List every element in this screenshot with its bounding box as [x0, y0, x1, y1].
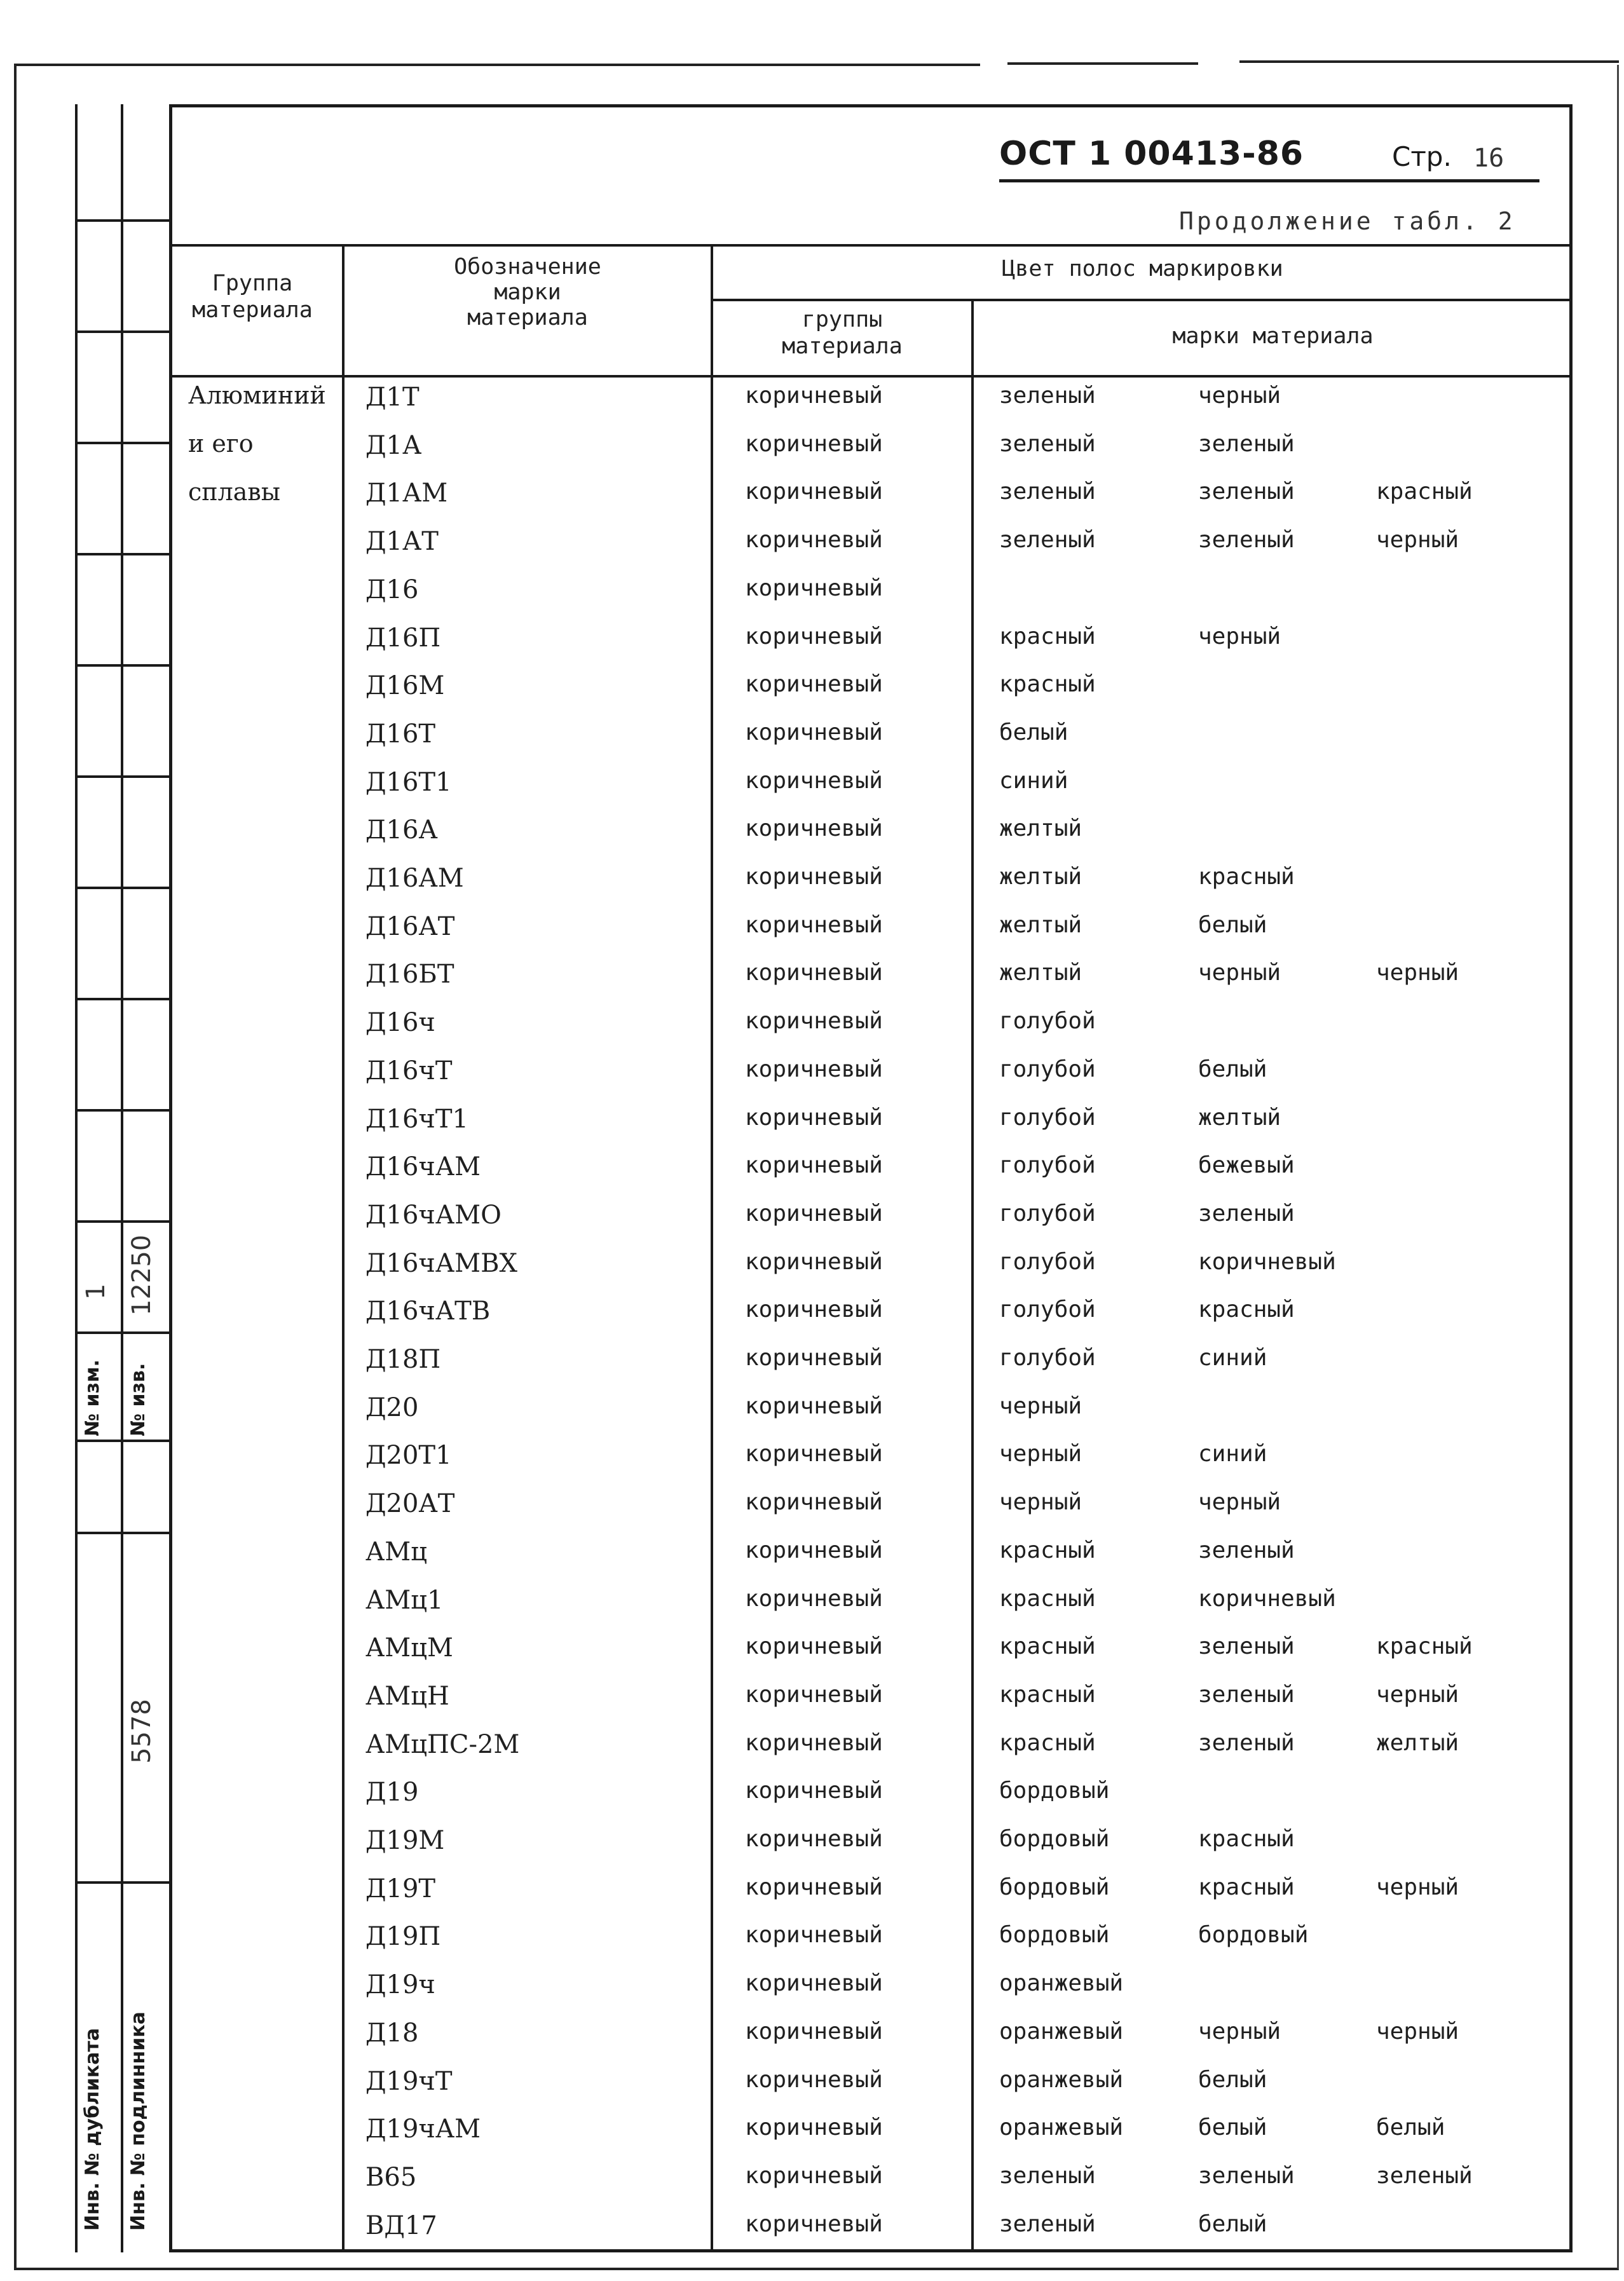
- stripe-color-1-cell: черный: [999, 1441, 1082, 1467]
- group-color-cell: коричневый: [745, 2211, 883, 2237]
- grade-cell: Д18: [365, 2019, 419, 2048]
- grade-cell: Д16: [365, 575, 419, 604]
- group-color-cell: коричневый: [745, 1874, 883, 1900]
- grade-cell: Д16чТ: [365, 1056, 453, 1086]
- grade-cell: Д16чАМО: [365, 1201, 502, 1230]
- stripe-color-2-cell: зеленый: [1198, 1730, 1295, 1756]
- stripe-color-3-cell: красный: [1376, 1633, 1473, 1659]
- grade-cell: Д19чАМ: [365, 2114, 481, 2144]
- stripe-color-2-cell: черный: [1198, 623, 1281, 650]
- grade-cell: Д16А: [365, 815, 438, 845]
- group-color-cell: коричневый: [745, 912, 883, 938]
- group-color-cell: коричневый: [745, 719, 883, 746]
- stripe-color-1-cell: красный: [999, 1730, 1096, 1756]
- stripe-color-2-cell: зеленый: [1198, 431, 1295, 457]
- stripe-color-1-cell: оранжевый: [999, 1970, 1124, 1996]
- grade-cell: Д16П: [365, 623, 441, 653]
- stripe-color-1-cell: оранжевый: [999, 2067, 1124, 2093]
- group-color-cell: коричневый: [745, 1633, 883, 1659]
- stripe-color-2-cell: желтый: [1198, 1105, 1281, 1131]
- group-color-cell: коричневый: [745, 1249, 883, 1275]
- grade-cell: Д19ч: [365, 1970, 435, 1999]
- material-group-line: и его: [188, 430, 254, 458]
- stripe-color-1-cell: зеленый: [999, 479, 1096, 505]
- grade-cell: Д20АТ: [365, 1489, 455, 1518]
- stripe-color-1-cell: голубой: [999, 1152, 1096, 1178]
- group-color-cell: коричневый: [745, 960, 883, 986]
- stripe-color-1-cell: голубой: [999, 1056, 1096, 1082]
- grade-cell: Д20Т1: [365, 1441, 452, 1470]
- group-color-cell: коричневый: [745, 1778, 883, 1804]
- group-color-cell: коричневый: [745, 479, 883, 505]
- stripe-color-2-cell: красный: [1198, 864, 1295, 890]
- stripe-color-1-cell: бордовый: [999, 1874, 1110, 1900]
- document-code: ОСТ 1 00413-86: [999, 135, 1304, 173]
- header-grade-designation: Обозначение марки материала: [454, 254, 601, 330]
- stripe-color-1-cell: голубой: [999, 1249, 1096, 1275]
- material-group-line: сплавы: [188, 478, 281, 506]
- stripe-color-1-cell: черный: [999, 1489, 1082, 1515]
- stripe-color-2-cell: коричневый: [1198, 1249, 1336, 1275]
- group-color-cell: коричневый: [745, 768, 883, 794]
- stripe-color-1-cell: бордовый: [999, 1826, 1110, 1852]
- stripe-color-2-cell: зеленый: [1198, 1201, 1295, 1227]
- grade-cell: Д16АМ: [365, 864, 464, 893]
- stripe-color-1-cell: голубой: [999, 1008, 1096, 1034]
- podl-label: Инв. № подлинника: [127, 2012, 149, 2231]
- stripe-color-1-cell: зеленый: [999, 527, 1096, 553]
- grade-cell: АМцМ: [365, 1633, 453, 1663]
- podl-value: 5578: [127, 1699, 156, 1764]
- grade-cell: Д16М: [365, 671, 445, 700]
- stripe-color-1-cell: красный: [999, 671, 1096, 697]
- stripe-color-1-cell: красный: [999, 1537, 1096, 1563]
- group-color-cell: коричневый: [745, 1537, 883, 1563]
- grade-cell: Д16БТ: [365, 960, 454, 989]
- grade-cell: Д16чАМВХ: [365, 1249, 517, 1278]
- grade-cell: Д1АМ: [365, 479, 448, 508]
- stripe-color-1-cell: красный: [999, 623, 1096, 650]
- table-continuation-label: Продолжение табл. 2: [1179, 207, 1516, 235]
- sheet-top-rule: [1239, 60, 1619, 63]
- group-color-cell: коричневый: [745, 1922, 883, 1948]
- stripe-color-3-cell: зеленый: [1376, 2163, 1473, 2189]
- grade-cell: Д19: [365, 1778, 419, 1807]
- stripe-color-3-cell: черный: [1376, 960, 1459, 986]
- stripe-color-1-cell: синий: [999, 768, 1068, 794]
- group-color-cell: коричневый: [745, 1586, 883, 1612]
- group-color-cell: коричневый: [745, 623, 883, 650]
- group-color-cell: коричневый: [745, 1056, 883, 1082]
- grade-cell: Д1Т: [365, 383, 420, 412]
- stripe-color-2-cell: белый: [1198, 912, 1267, 938]
- stripe-color-1-cell: желтый: [999, 960, 1082, 986]
- stripe-color-2-cell: белый: [1198, 2067, 1267, 2093]
- stripe-color-1-cell: зеленый: [999, 2211, 1096, 2237]
- group-color-cell: коричневый: [745, 1201, 883, 1227]
- grade-cell: В65: [365, 2163, 417, 2192]
- stripe-color-2-cell: коричневый: [1198, 1586, 1336, 1612]
- stripe-color-1-cell: бордовый: [999, 1778, 1110, 1804]
- grade-cell: Д16АТ: [365, 912, 455, 941]
- stripe-color-1-cell: голубой: [999, 1105, 1096, 1131]
- group-color-cell: коричневый: [745, 1730, 883, 1756]
- stripe-color-2-cell: черный: [1198, 383, 1281, 409]
- grade-cell: Д16Т: [365, 719, 436, 749]
- stripe-color-2-cell: белый: [1198, 1056, 1267, 1082]
- sheet-top-rule: [1007, 62, 1198, 65]
- stripe-color-2-cell: зеленый: [1198, 1682, 1295, 1708]
- group-color-cell: коричневый: [745, 1105, 883, 1131]
- stripe-color-3-cell: черный: [1376, 1874, 1459, 1900]
- group-color-cell: коричневый: [745, 1393, 883, 1419]
- stripe-color-2-cell: красный: [1198, 1826, 1295, 1852]
- group-color-cell: коричневый: [745, 575, 883, 601]
- grade-cell: Д20: [365, 1393, 419, 1422]
- stripe-color-3-cell: желтый: [1376, 1730, 1459, 1756]
- stripe-color-1-cell: зеленый: [999, 431, 1096, 457]
- group-color-cell: коричневый: [745, 2067, 883, 2093]
- stripe-color-2-cell: черный: [1198, 2019, 1281, 2045]
- grade-cell: АМц1: [365, 1586, 444, 1615]
- stripe-color-1-cell: желтый: [999, 864, 1082, 890]
- stripe-color-2-cell: черный: [1198, 1489, 1281, 1515]
- stripe-color-1-cell: красный: [999, 1682, 1096, 1708]
- grade-cell: Д16чАМ: [365, 1152, 481, 1181]
- stripe-color-1-cell: желтый: [999, 912, 1082, 938]
- stripe-color-2-cell: бордовый: [1198, 1922, 1309, 1948]
- header-stripe-grade: марки материала: [1172, 323, 1374, 349]
- stripe-color-2-cell: красный: [1198, 1297, 1295, 1323]
- grade-cell: ВД17: [365, 2211, 437, 2240]
- stripe-color-2-cell: синий: [1198, 1345, 1267, 1371]
- grade-cell: Д16Т1: [365, 768, 452, 797]
- stripe-color-1-cell: красный: [999, 1633, 1096, 1659]
- izv-value: 12250: [127, 1234, 156, 1316]
- stripe-color-2-cell: зеленый: [1198, 2163, 1295, 2189]
- stripe-color-1-cell: зеленый: [999, 383, 1096, 409]
- grade-cell: Д16ч: [365, 1008, 435, 1037]
- grade-cell: Д1АТ: [365, 527, 439, 556]
- stripe-color-2-cell: черный: [1198, 960, 1281, 986]
- stripe-color-3-cell: черный: [1376, 1682, 1459, 1708]
- stripe-color-2-cell: зеленый: [1198, 1537, 1295, 1563]
- stripe-color-1-cell: зеленый: [999, 2163, 1096, 2189]
- stripe-color-1-cell: черный: [999, 1393, 1082, 1419]
- stripe-color-2-cell: зеленый: [1198, 527, 1295, 553]
- header-stripe-color: Цвет полос маркировки: [1002, 256, 1283, 282]
- document-code-underline: [999, 179, 1539, 182]
- stripe-color-2-cell: синий: [1198, 1441, 1267, 1467]
- group-color-cell: коричневый: [745, 2019, 883, 2045]
- grade-cell: АМцН: [365, 1682, 449, 1711]
- stripe-color-3-cell: красный: [1376, 479, 1473, 505]
- stripe-color-1-cell: белый: [999, 719, 1068, 746]
- group-color-cell: коричневый: [745, 1345, 883, 1371]
- grade-cell: АМцПС-2М: [365, 1730, 520, 1759]
- group-color-cell: коричневый: [745, 1441, 883, 1467]
- header-stripe-group: группы материала: [782, 307, 903, 359]
- sheet-top-rule: [14, 64, 980, 66]
- group-color-cell: коричневый: [745, 1008, 883, 1034]
- stripe-color-3-cell: белый: [1376, 2114, 1445, 2141]
- page-number: 16: [1473, 144, 1505, 173]
- group-color-cell: коричневый: [745, 1682, 883, 1708]
- stripe-color-3-cell: черный: [1376, 527, 1459, 553]
- group-color-cell: коричневый: [745, 431, 883, 457]
- stripe-color-2-cell: зеленый: [1198, 1633, 1295, 1659]
- grade-cell: Д16чТ1: [365, 1105, 468, 1134]
- grade-cell: Д16чАТВ: [365, 1297, 491, 1326]
- grade-cell: Д19М: [365, 1826, 445, 1855]
- stripe-color-2-cell: красный: [1198, 1874, 1295, 1900]
- stripe-color-1-cell: красный: [999, 1586, 1096, 1612]
- stripe-color-2-cell: бежевый: [1198, 1152, 1295, 1178]
- grade-cell: Д19Т: [365, 1874, 436, 1903]
- stripe-color-1-cell: оранжевый: [999, 2019, 1124, 2045]
- stripe-color-1-cell: голубой: [999, 1201, 1096, 1227]
- group-color-cell: коричневый: [745, 527, 883, 553]
- grade-cell: АМц: [365, 1537, 427, 1567]
- stripe-color-2-cell: белый: [1198, 2211, 1267, 2237]
- grade-cell: Д19чТ: [365, 2067, 453, 2096]
- material-group-line: Алюминий: [188, 381, 326, 409]
- izv-label: № изв.: [127, 1363, 149, 1436]
- group-color-cell: коричневый: [745, 2114, 883, 2141]
- group-color-cell: коричневый: [745, 1970, 883, 1996]
- stripe-color-2-cell: белый: [1198, 2114, 1267, 2141]
- izm-label: № изм.: [81, 1359, 104, 1436]
- dubl-label: Инв. № дубликата: [81, 2027, 104, 2231]
- group-color-cell: коричневый: [745, 815, 883, 841]
- stripe-color-1-cell: бордовый: [999, 1922, 1110, 1948]
- group-color-cell: коричневый: [745, 671, 883, 697]
- group-color-cell: коричневый: [745, 1152, 883, 1178]
- izm-value: 1: [81, 1283, 111, 1300]
- group-color-cell: коричневый: [745, 864, 883, 890]
- group-color-cell: коричневый: [745, 2163, 883, 2189]
- stripe-color-2-cell: зеленый: [1198, 479, 1295, 505]
- stripe-color-1-cell: оранжевый: [999, 2114, 1124, 2141]
- group-color-cell: коричневый: [745, 383, 883, 409]
- grade-cell: Д19П: [365, 1922, 441, 1951]
- group-color-cell: коричневый: [745, 1489, 883, 1515]
- stripe-color-1-cell: голубой: [999, 1345, 1096, 1371]
- group-color-cell: коричневый: [745, 1297, 883, 1323]
- stripe-color-3-cell: черный: [1376, 2019, 1459, 2045]
- grade-cell: Д1А: [365, 431, 422, 460]
- header-material-group: Группа материала: [192, 271, 313, 323]
- group-color-cell: коричневый: [745, 1826, 883, 1852]
- stripe-color-1-cell: голубой: [999, 1297, 1096, 1323]
- page-label: Стр.: [1392, 141, 1452, 172]
- grade-cell: Д18П: [365, 1345, 441, 1374]
- stripe-color-1-cell: желтый: [999, 815, 1082, 841]
